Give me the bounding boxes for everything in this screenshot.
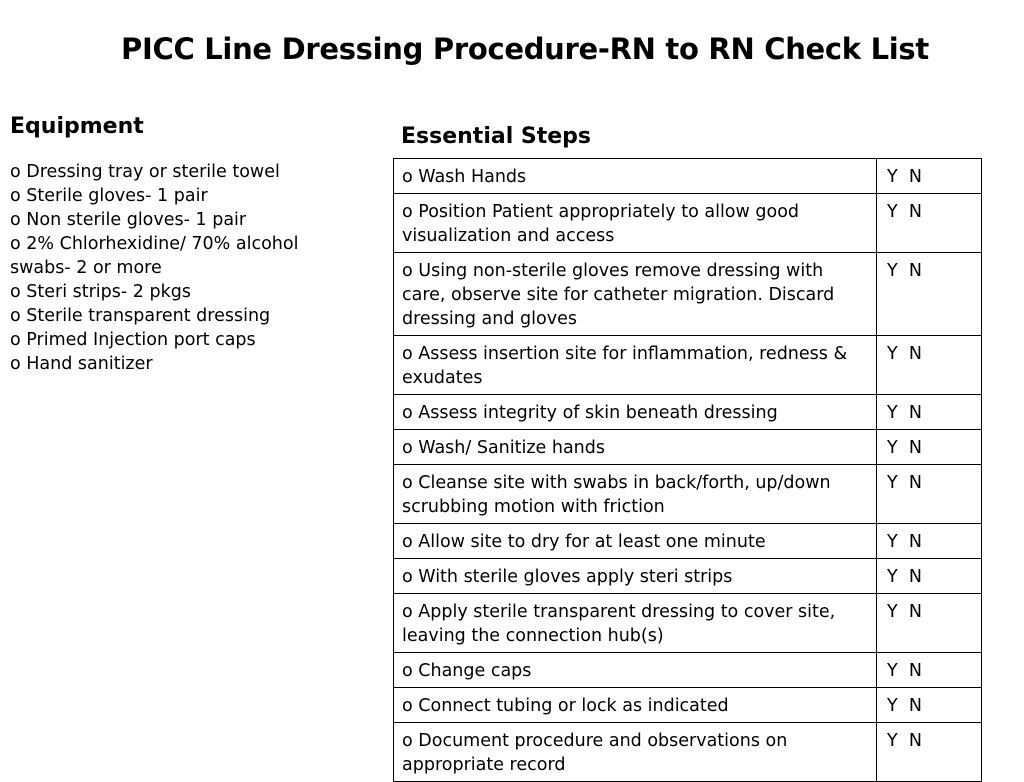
equipment-list: [10, 160, 340, 376]
yes-no-cell: Y N: [877, 559, 982, 594]
step-text: o Apply sterile transparent dressing to cover site, leaving the connection hub(s): [394, 594, 877, 653]
table-row: [394, 524, 982, 559]
table-row: [394, 430, 982, 465]
equipment-item: o Non sterile gloves- 1 pair: [10, 210, 247, 230]
yes-no-cell: Y N: [877, 723, 982, 782]
table-row: [394, 253, 982, 336]
yes-no-cell: Y N: [877, 524, 982, 559]
yes-no-cell: Y N: [877, 465, 982, 524]
table-row: [394, 194, 982, 253]
table-row: [394, 465, 982, 524]
step-text: o Wash/ Sanitize hands: [394, 430, 877, 465]
yes-no-cell: Y N: [877, 430, 982, 465]
step-text: o With sterile gloves apply steri strips: [394, 559, 877, 594]
step-text: o Connect tubing or lock as indicated: [394, 688, 877, 723]
table-row: [394, 395, 982, 430]
step-text: o Allow site to dry for at least one minute: [394, 524, 877, 559]
step-text: o Position Patient appropriately to allow good visualization and access: [394, 194, 877, 253]
table-row: [394, 653, 982, 688]
yes-no-cell: Y N: [877, 594, 982, 653]
table-row: [394, 159, 982, 194]
equipment-item: o Primed Injection port caps: [10, 330, 256, 350]
step-text: o Wash Hands: [394, 159, 877, 194]
step-text: o Assess insertion site for inflammation, redness & exudates: [394, 336, 877, 395]
yes-no-cell: Y N: [877, 336, 982, 395]
equipment-item: o 2% Chlorhexidine/ 70% alcohol swabs- 2 or more: [10, 234, 299, 278]
equipment-item: o Sterile gloves- 1 pair: [10, 186, 208, 206]
step-text: o Assess integrity of skin beneath dressing: [394, 395, 877, 430]
step-text: o Cleanse site with swabs in back/forth, up/down scrubbing motion with friction: [394, 465, 877, 524]
page-title: PICC Line Dressing Procedure-RN to RN Check List: [121, 32, 929, 66]
equipment-heading: Equipment: [10, 114, 144, 139]
equipment-item: o Dressing tray or sterile towel: [10, 162, 280, 182]
yes-no-cell: Y N: [877, 253, 982, 336]
table-row: [394, 559, 982, 594]
yes-no-cell: Y N: [877, 159, 982, 194]
step-text: o Using non-sterile gloves remove dressing with care, observe site for catheter migration. Discard dressing and gloves: [394, 253, 877, 336]
step-text: o Change caps: [394, 653, 877, 688]
table-row: [394, 688, 982, 723]
yes-no-cell: Y N: [877, 395, 982, 430]
yes-no-cell: Y N: [877, 653, 982, 688]
step-text: o Document procedure and observations on appropriate record: [394, 723, 877, 782]
equipment-item: o Sterile transparent dressing: [10, 306, 271, 326]
equipment-item: o Hand sanitizer: [10, 354, 153, 374]
table-row: [394, 594, 982, 653]
table-row: [394, 723, 982, 782]
yes-no-cell: Y N: [877, 688, 982, 723]
steps-heading: Essential Steps: [401, 124, 592, 149]
equipment-item: o Steri strips- 2 pkgs: [10, 282, 191, 302]
yes-no-cell: Y N: [877, 194, 982, 253]
table-row: [394, 336, 982, 395]
steps-table: [393, 158, 982, 782]
